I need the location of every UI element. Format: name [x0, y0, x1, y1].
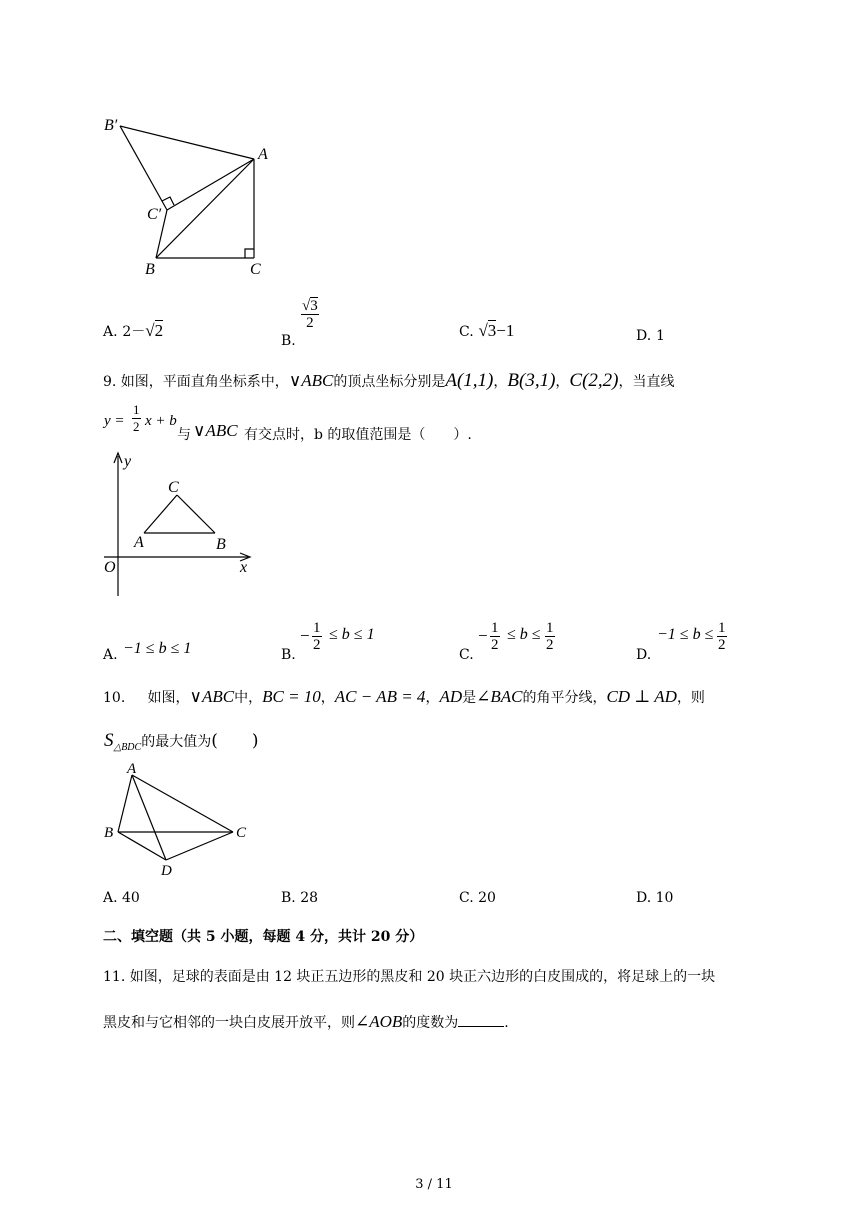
q8-option-b-letter: B.: [281, 333, 296, 349]
q10-t1: 如图，: [147, 690, 190, 706]
q8-label-c: C: [250, 261, 261, 278]
q8-option-b-radicand: 3: [310, 298, 318, 314]
q10-label-c: C: [236, 825, 247, 841]
q11-angle: ∠AOB: [355, 1012, 403, 1031]
q9-option-a-letter: A.: [103, 647, 118, 663]
q10-ad: AD: [439, 687, 463, 706]
q10-area-subscript: △BDC: [113, 741, 142, 753]
q9-option-d[interactable]: [636, 620, 796, 666]
q9-option-d-fraction: [717, 620, 727, 653]
q9-stem-line2: [104, 402, 704, 442]
q10-label-d: D: [161, 863, 172, 879]
q10-option-d-value: 10: [655, 890, 674, 906]
q10-option-a-value: 40: [122, 890, 140, 906]
q9-option-c-letter: C.: [459, 647, 474, 663]
q9-option-b-denominator: 2: [313, 637, 321, 653]
page-number: 3 / 11: [415, 1177, 453, 1192]
q9-option-c-left-numerator: 1: [491, 620, 499, 636]
q9-label-c: C: [168, 479, 179, 496]
q10-paren: ( ): [211, 731, 259, 751]
q9-option-a-value: −1 ≤ b ≤ 1: [123, 640, 192, 657]
q8-option-c-sqrt: √3: [478, 321, 497, 340]
q10-option-d-letter: D.: [636, 890, 652, 906]
q9-option-c-right-denominator: 2: [546, 637, 554, 653]
q10-option-c-value: 20: [478, 890, 496, 906]
q8-option-c[interactable]: [459, 322, 514, 341]
q10-option-d[interactable]: [636, 889, 673, 907]
q8-option-a-prefix: 2－: [122, 324, 146, 340]
q11-line2-suffix: 的度数为: [402, 1015, 459, 1031]
q10-option-c[interactable]: [459, 889, 496, 907]
q10-t2: 中，: [234, 690, 263, 706]
q10-stem-line2: [104, 732, 258, 757]
q9-option-d-denominator: 2: [718, 637, 726, 653]
q10-option-a-letter: A.: [103, 890, 118, 906]
q9-point-a: A(1,1): [445, 370, 494, 391]
q10-option-a[interactable]: [103, 889, 140, 907]
q9-option-c[interactable]: [459, 620, 619, 666]
q8-option-c-letter: C.: [459, 324, 474, 340]
q9-stem-suffix-2: 有交点时，b 的取值范围是（ ）.: [244, 427, 472, 443]
section-heading: 二、填空题（共 5 小题，每题 4 分，共计 20 分）: [103, 929, 424, 945]
q9-option-c-sign: −: [478, 626, 488, 645]
q9-option-b-fraction: [312, 620, 322, 653]
q8-figure: [95, 108, 285, 283]
q9-eq-denominator: 2: [133, 419, 140, 434]
q8-option-a-letter: A.: [103, 324, 118, 340]
q9-option-b[interactable]: [281, 620, 441, 666]
q10-number: 10.: [103, 690, 126, 706]
q9-option-a[interactable]: [103, 640, 253, 666]
q10-sep1: ，: [320, 690, 335, 706]
q8-option-a[interactable]: [103, 322, 163, 341]
q10-angle: ∠BAC: [476, 687, 523, 706]
q9-point-b: B(3,1): [507, 370, 556, 391]
q9-sep1: ，: [493, 374, 508, 390]
q9-option-c-middle: ≤ b ≤: [507, 626, 541, 643]
q10-label-b: B: [104, 825, 114, 841]
q9-triangle-symbol: ∨ABC: [288, 371, 334, 390]
q11-line2: [103, 1012, 509, 1032]
q9-option-c-left-denominator: 2: [491, 637, 499, 653]
q10-t4: 的角平分线，: [522, 690, 607, 706]
q10-option-b[interactable]: [281, 889, 318, 907]
q10-figure: [102, 760, 262, 882]
q10-label-a: A: [127, 761, 137, 777]
q9-label-o: O: [104, 559, 116, 576]
q9-triangle-symbol-2: ∨ABC: [193, 421, 238, 440]
q8-label-c-prime: C′: [147, 206, 162, 223]
q8-option-c-radicand: 3: [487, 321, 497, 340]
q9-eq-fraction: [132, 402, 141, 435]
q10-t3: 是: [462, 690, 477, 706]
q9-figure: [98, 450, 258, 600]
q8-label-a: A: [258, 146, 268, 163]
q10-option-b-value: 28: [300, 890, 319, 906]
q9-connector: 与: [177, 427, 191, 443]
q9-option-b-numerator: 1: [313, 620, 321, 636]
q8-option-b-fraction: [301, 298, 319, 331]
q10-diff: AC − AB = 4: [334, 687, 426, 706]
q8-option-c-suffix: −1: [496, 321, 515, 340]
q9-eq-rhs: x + b: [145, 413, 177, 429]
q10-area-s: S: [104, 730, 114, 751]
q8-option-a-radicand: 2: [154, 321, 164, 340]
q10-stem-line1: [103, 688, 705, 707]
q8-option-b-denominator: 2: [306, 315, 314, 331]
q9-option-b-sign: −: [300, 626, 310, 645]
q8-option-d[interactable]: [636, 326, 665, 345]
q9-stem-prefix: 9. 如图，平面直角坐标系中，: [103, 374, 289, 390]
q9-eq-lhs: y =: [104, 413, 125, 429]
q9-label-x: x: [240, 559, 248, 576]
q8-option-b-numerator: √3: [302, 298, 318, 314]
q10-t1-2: 的最大值为: [141, 734, 212, 750]
q9-stem-line1: [103, 372, 674, 391]
q9-label-a: A: [134, 534, 144, 551]
q9-label-y: y: [124, 453, 132, 470]
q8-option-d-letter: D.: [636, 328, 652, 344]
q9-option-d-prefix: −1 ≤ b ≤: [657, 626, 714, 643]
q9-option-d-numerator: 1: [718, 620, 726, 636]
q11-answer-blank[interactable]: [458, 1012, 504, 1027]
q10-option-b-letter: B.: [281, 890, 296, 906]
q9-sep2: ，: [555, 374, 570, 390]
q9-option-d-letter: D.: [636, 647, 652, 663]
q9-option-b-rest: ≤ b ≤ 1: [329, 626, 375, 643]
q9-option-c-right-fraction: [545, 620, 555, 653]
q11-line1: 11. 如图，足球的表面是由 12 块正五边形的黑皮和 20 块正六边形的白皮围成的，将足球上的一块: [103, 969, 716, 985]
q10-perp: CD ⊥ AD: [606, 687, 677, 706]
q8-label-b-prime: B′: [104, 117, 118, 134]
q11-line2-end: .: [504, 1015, 509, 1031]
q10-option-c-letter: C.: [459, 890, 474, 906]
q9-option-c-right-numerator: 1: [546, 620, 554, 636]
q10-bc-value: BC = 10: [262, 687, 321, 706]
q9-option-c-left-fraction: [490, 620, 500, 653]
q10-sep2: ，: [425, 690, 440, 706]
q11-line2-prefix: 黑皮和与它相邻的一块白皮展开放平，则: [103, 1015, 355, 1031]
q9-option-b-letter: B.: [281, 647, 296, 663]
q8-option-a-sqrt: √2: [145, 321, 164, 340]
q9-label-b: B: [216, 536, 226, 553]
q10-triangle-symbol: ∨ABC: [189, 687, 235, 706]
q10-t5: ，则: [676, 690, 705, 706]
q8-label-b: B: [145, 261, 155, 278]
q9-stem-middle: 的顶点坐标分别是: [333, 374, 446, 390]
q9-eq-numerator: 1: [133, 402, 140, 417]
q9-stem-suffix: ，当直线: [618, 374, 675, 390]
q8-option-d-value: 1: [655, 328, 665, 344]
q9-point-c: C(2,2): [569, 370, 619, 391]
